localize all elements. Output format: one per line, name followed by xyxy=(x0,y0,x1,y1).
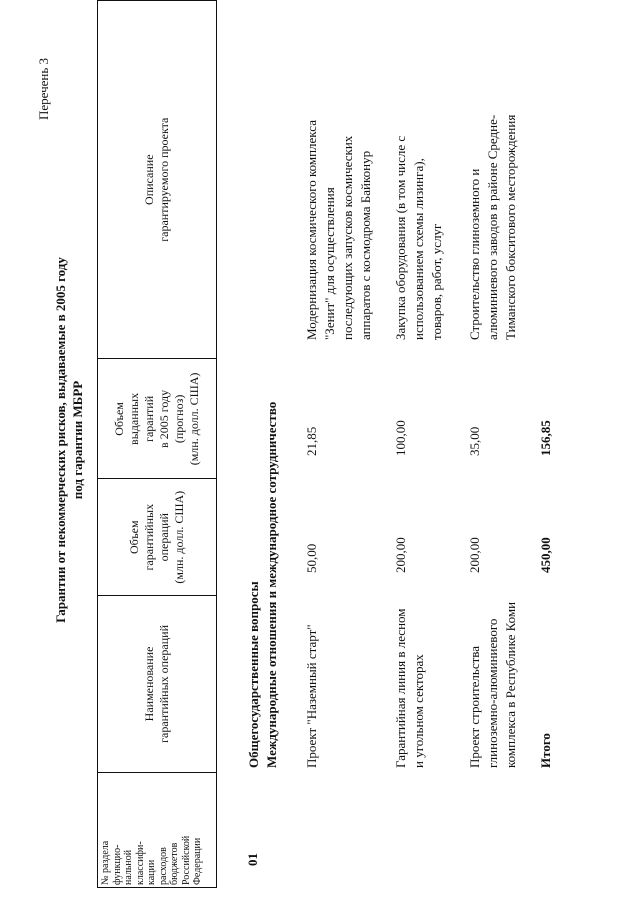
header-text: Объем xyxy=(112,402,126,436)
header-text: Описание xyxy=(142,154,156,205)
project-description xyxy=(392,10,446,340)
description-line: аппаратов с космодрома Байконур xyxy=(358,150,373,340)
description-line: использованием схемы лизинга), xyxy=(411,158,426,340)
operation-name-line: Гарантийная линия в лесном xyxy=(393,608,408,768)
issued-volume: 21,85 xyxy=(304,426,319,456)
operation-name xyxy=(466,583,520,768)
header-project-description xyxy=(98,1,217,359)
operation-name-line: и угольном секторах xyxy=(411,654,426,768)
operations-volume: 200,00 xyxy=(467,537,482,573)
header-table xyxy=(97,0,217,888)
description-line: Закупка оборудования (в том числе с xyxy=(393,135,408,340)
description-line: последующих запусков космических xyxy=(340,135,355,340)
description-line: "Зенит" для осуществления xyxy=(322,187,337,340)
operation-name-line: глиноземно-алюминиевого xyxy=(485,618,500,768)
header-text: Российской xyxy=(180,835,192,885)
operation-name-line: комплекса в Республике Коми xyxy=(503,601,518,768)
total-issued-volume: 156,85 xyxy=(538,420,553,456)
issued-volume: 100,00 xyxy=(393,420,408,456)
header-text: операций xyxy=(157,513,171,562)
issued-volume: 35,00 xyxy=(467,426,482,456)
header-text: кации xyxy=(146,859,157,885)
section-heading xyxy=(245,402,281,768)
list-label: Перечень 3 xyxy=(36,57,51,120)
header-text: гарантируемого проекта xyxy=(157,117,171,242)
header-text: Наименование xyxy=(142,646,156,722)
header-text: № раздела xyxy=(100,840,111,885)
operations-volume: 200,00 xyxy=(393,537,408,573)
header-operation-name xyxy=(98,596,217,773)
header-text: в 2005 году xyxy=(157,389,171,448)
title-line-2: под гарантии МБРР xyxy=(70,380,85,500)
description-line: Тиманского бокситового месторождения xyxy=(503,114,518,340)
title-line-1: Гарантии от некоммерческих рисков, выдаваемые в 2005 году xyxy=(53,257,68,623)
section-title: Общегосударственные вопросы xyxy=(246,581,261,768)
header-operations-volume xyxy=(98,479,217,596)
description-line: Модернизация космического комплекса xyxy=(304,120,319,340)
header-text: гарантийных xyxy=(142,503,156,571)
header-issued-volume xyxy=(98,359,217,479)
section-subtitle: Международные отношения и международное сотрудничество xyxy=(264,401,279,768)
header-text: Федерации xyxy=(192,837,203,885)
operation-name xyxy=(392,583,428,768)
description-line: Строительство глиноземного и xyxy=(467,168,482,340)
header-text: функцио- xyxy=(111,844,123,885)
description-line: алюминиевого заводов в районе Средне- xyxy=(485,114,500,340)
header-text: Объем xyxy=(127,520,141,555)
header-text: бюджетов xyxy=(169,842,180,885)
header-text: гарантийных операций xyxy=(157,625,171,743)
operation-name-line: Проект строительства xyxy=(467,645,482,768)
description-line: товаров, работ, услуг xyxy=(429,223,444,340)
project-description xyxy=(303,10,375,340)
header-text: (млн. долл. США) xyxy=(187,372,201,466)
header-text: классифи- xyxy=(134,841,146,885)
section-code: 01 xyxy=(245,853,260,866)
operations-volume: 50,00 xyxy=(304,543,319,573)
header-section-number xyxy=(98,772,217,887)
header-text: (млн. долл. США) xyxy=(172,490,186,584)
document-title xyxy=(52,130,86,750)
header-text: нальной xyxy=(123,849,134,885)
operation-name-line: Проект "Наземный старт" xyxy=(304,624,319,768)
total-operations-volume: 450,00 xyxy=(538,537,553,573)
operation-name xyxy=(303,583,321,768)
total-label: Итого xyxy=(538,733,553,768)
header-text: (прогноз) xyxy=(172,394,186,444)
header-text: расходов xyxy=(157,847,169,885)
header-text: гарантий xyxy=(142,395,156,442)
header-text: выданных xyxy=(127,392,141,445)
project-description xyxy=(466,10,520,340)
